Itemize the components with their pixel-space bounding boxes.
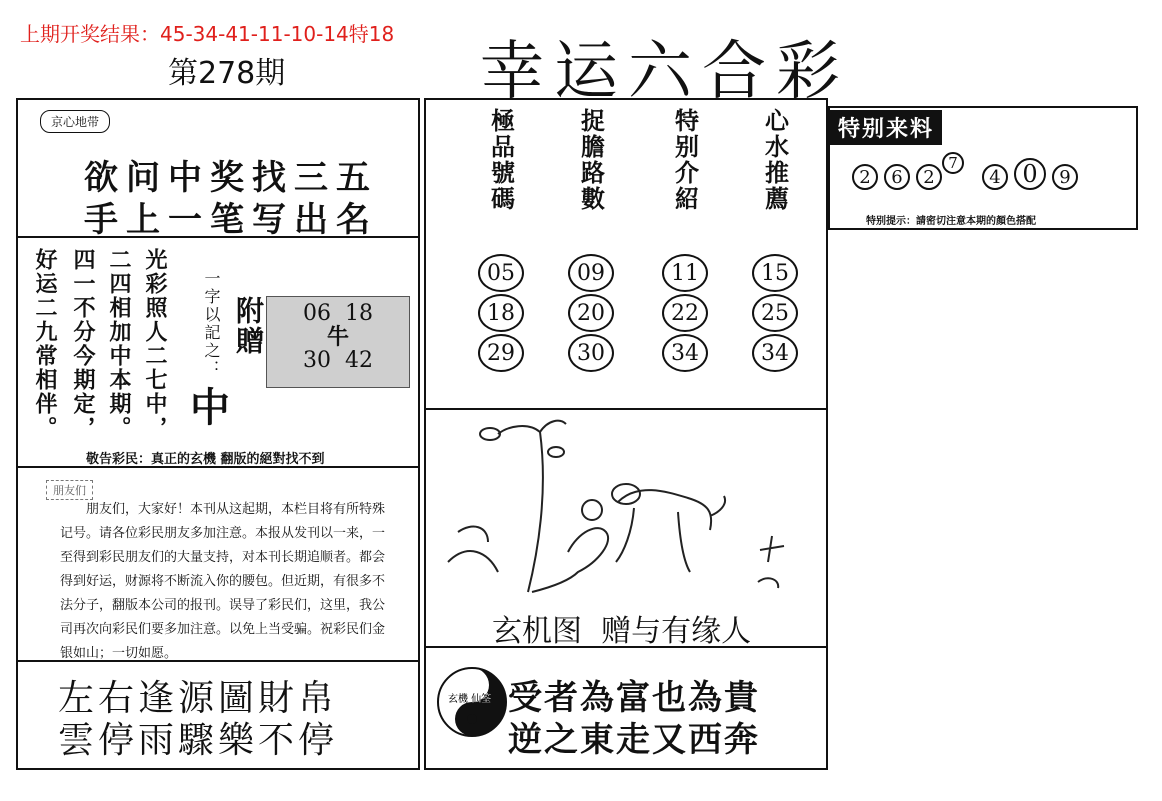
letter-tag: 朋友们 [46,480,93,500]
taiji-text: 玄機 仙筌 [448,694,492,705]
sketch-illustration [428,412,824,608]
special-label: 特别来料 [830,110,942,145]
gift-middle: 牛 [326,324,349,350]
column-4-num-3: 34 [752,334,798,372]
column-1-title: 極品號碼 [486,108,516,212]
column-4 [750,108,800,374]
fuzeng-label: 附贈 [232,296,265,356]
gift-row-1: 06 18 [303,301,373,326]
poem-col-4: 好运二九常相伴。 [32,248,58,440]
column-1-num-3: 29 [478,334,524,372]
poem-col-1: 光彩照人二七中， [142,248,168,440]
special-num-3: 2 [916,164,942,190]
slogan-line-1: 欲问中奖找三五 [84,158,378,198]
special-num-4: 7 [942,152,964,174]
bottom-mid-line-1: 受者為富也為貴 [508,678,760,718]
bottom-left-line-2: 雲停雨驟樂不停 [58,720,339,761]
gift-row-2: 30 42 [303,348,373,373]
column-3-num-1: 11 [662,254,708,292]
special-tip: 特别提示：請密切注意本期的顏色搭配 [866,216,1036,227]
column-1-num-1: 05 [478,254,524,292]
column-2-num-2: 20 [568,294,614,332]
column-3-title: 特别介紹 [670,108,700,212]
bottom-mid-line-2: 逆之東走又西奔 [508,720,760,760]
slogan-line-2: 手上一笔写出名 [84,200,378,240]
image-caption: 玄机图 赠与有缘人 [492,614,752,649]
column-2 [566,108,616,374]
poem-col-2: 二四相加中本期。 [106,248,132,440]
column-2-title: 捉膽路數 [576,108,606,212]
poem-col-3: 四一不分今期定， [70,248,96,440]
last-result: 上期开奖结果：45-34-41-11-10-14特18 [20,22,395,46]
issue-number: 第278期 [168,56,286,91]
column-2-num-3: 30 [568,334,614,372]
special-numbers [852,152,1078,190]
special-num-7: 9 [1052,164,1078,190]
page-title: 幸运六合彩 [480,35,850,109]
zi-hint: 一字以記之： [202,270,221,378]
bottom-left-line-1: 左右逢源圖財帛 [58,678,339,719]
special-num-6: 0 [1014,158,1046,190]
column-4-num-2: 25 [752,294,798,332]
column-2-num-1: 09 [568,254,614,292]
tag-label: 京心地带 [40,110,110,133]
column-4-num-1: 15 [752,254,798,292]
gift-box [266,296,410,388]
letter-body: 朋友们，大家好！本刊从这起期，本栏目将有所特殊记号。请各位彩民朋友多加注意。本报从发刊以一来，一至得到彩民朋友们的大量支持，对本刊长期追顺者。都会得到好运，财源将不断流入你的腰包。但近期，有很多不法分子，翻版本公司的报刊。误导了彩民们，这里，我公司再次向彩民们要多加注意。以免上当受骗。祝彩民们金银如山；一切如愿。 [60,502,386,661]
column-1-num-2: 18 [478,294,524,332]
special-num-1: 2 [852,164,878,190]
column-4-title: 心水推薦 [760,108,790,212]
column-1 [476,108,526,374]
special-num-5: 4 [982,164,1008,190]
column-3 [660,108,710,374]
zi-char: 中 [190,384,230,431]
column-3-num-3: 34 [662,334,708,372]
column-3-num-2: 22 [662,294,708,332]
notice: 敬告彩民：真正的玄機 翻版的絕對找不到 [86,452,325,467]
special-num-2: 6 [884,164,910,190]
